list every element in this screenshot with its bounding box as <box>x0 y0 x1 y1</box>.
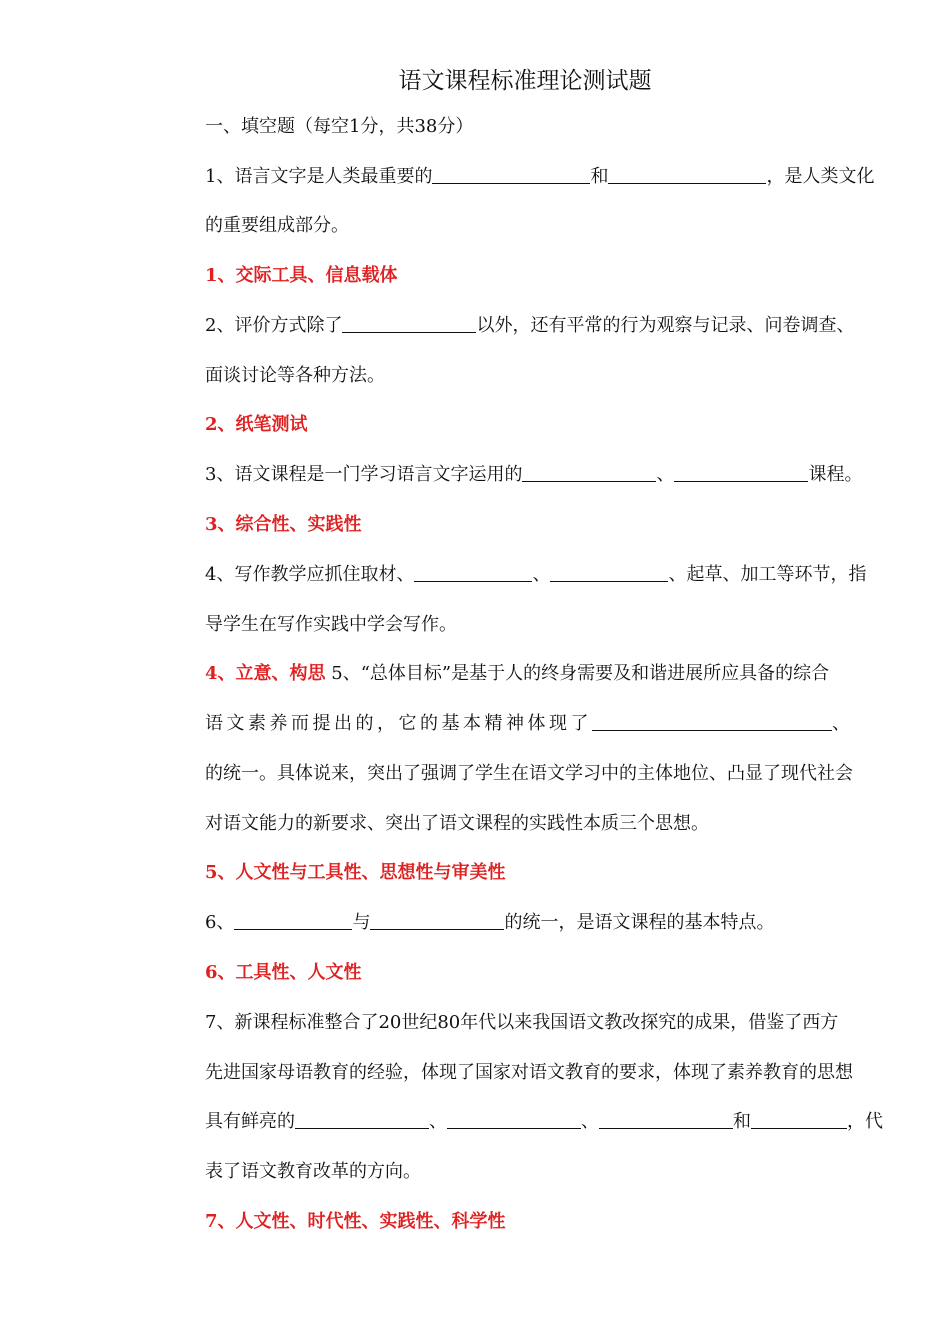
question-5-line-3: 的统一。具体说来，突出了强调了学生在语文学习中的主体地位、凸显了现代社会 <box>205 763 853 784</box>
question-text: 、 <box>656 464 675 485</box>
question-7-line-2: 先进国家母语教育的经验，体现了国家对语文教育的要求，体现了素养教育的思想 <box>205 1062 853 1083</box>
question-4-line-2: 导学生在写作实践中学会写作。 <box>205 614 457 635</box>
fill-blank <box>599 1110 733 1129</box>
answer-4: 4、立意、构思 <box>205 663 326 684</box>
question-7-line-3 <box>205 1110 897 1134</box>
question-2-line-2: 面谈讨论等各种方法。 <box>205 365 385 386</box>
fill-blank <box>608 165 766 184</box>
fill-blank <box>414 563 532 582</box>
question-1-line-2: 的重要组成部分。 <box>205 215 349 236</box>
question-4-line-1 <box>205 563 897 587</box>
question-3-line-1 <box>205 463 897 487</box>
fill-blank <box>522 463 656 482</box>
answer-1: 1、交际工具、信息载体 <box>205 265 398 286</box>
fill-blank <box>370 911 504 930</box>
question-text: 1、语言文字是人类最重要的 <box>205 166 433 187</box>
fill-blank <box>674 463 808 482</box>
answer-6: 6、工具性、人文性 <box>205 962 362 983</box>
question-text: 、 <box>429 1111 447 1132</box>
question-2-line-1 <box>205 314 897 338</box>
question-text: 和 <box>733 1111 751 1132</box>
question-5-line-2 <box>205 712 897 736</box>
question-text: 以外，还有平常的行为观察与记录、问卷调查、 <box>476 315 855 336</box>
question-text: ，代 <box>847 1111 883 1132</box>
fill-blank <box>447 1110 581 1129</box>
answer-7: 7、人文性、时代性、实践性、科学性 <box>205 1211 506 1232</box>
question-text: 6、 <box>205 912 235 933</box>
question-7-line-4: 表了语文教育改革的方向。 <box>205 1161 421 1182</box>
question-text: 具有鲜亮的 <box>205 1111 295 1132</box>
question-text: 、 <box>832 713 854 734</box>
question-text: 、 <box>581 1111 599 1132</box>
question-text: 、 <box>532 564 551 585</box>
question-text: 语文素养而提出的，它的基本精神体现了 <box>205 713 592 734</box>
question-text: 课程。 <box>808 464 863 485</box>
fill-blank <box>550 563 668 582</box>
question-text: ，是人类文化 <box>766 166 875 187</box>
fill-blank <box>751 1110 847 1129</box>
answer-3: 3、综合性、实践性 <box>205 514 362 535</box>
question-5-line-4: 对语文能力的新要求、突出了语文课程的实践性本质三个思想。 <box>205 813 709 834</box>
question-text: 与 <box>352 912 371 933</box>
question-1-line-1 <box>205 165 897 189</box>
question-6-line-1 <box>205 911 897 935</box>
fill-blank <box>432 165 590 184</box>
page-title: 语文课程标准理论测试题 <box>398 68 652 94</box>
question-text: 4、写作教学应抓住取材、 <box>205 564 415 585</box>
question-text: 3、语文课程是一门学习语言文字运用的 <box>205 464 523 485</box>
question-text: 和 <box>590 166 609 187</box>
fill-blank <box>234 911 352 930</box>
section-heading: 一、填空题（每空1分，共38分） <box>205 116 474 137</box>
fill-blank <box>295 1110 429 1129</box>
question-text: 的统一，是语文课程的基本特点。 <box>504 912 775 933</box>
fill-blank <box>592 712 832 731</box>
answer-2: 2、纸笔测试 <box>205 414 308 435</box>
question-text: 2、评价方式除了 <box>205 315 343 336</box>
question-7-line-1: 7、新课程标准整合了20世纪80年代以来我国语文教改探究的成果，借鉴了西方 <box>205 1012 839 1033</box>
question-text: 、起草、加工等环节，指 <box>668 564 867 585</box>
question-text: 5、“总体目标”是基于人的终身需要及和谐进展所应具备的综合 <box>325 663 830 684</box>
answer-5: 5、人文性与工具性、思想性与审美性 <box>205 862 506 883</box>
fill-blank <box>342 314 476 333</box>
answer-4-question-5-line-1 <box>205 662 897 686</box>
